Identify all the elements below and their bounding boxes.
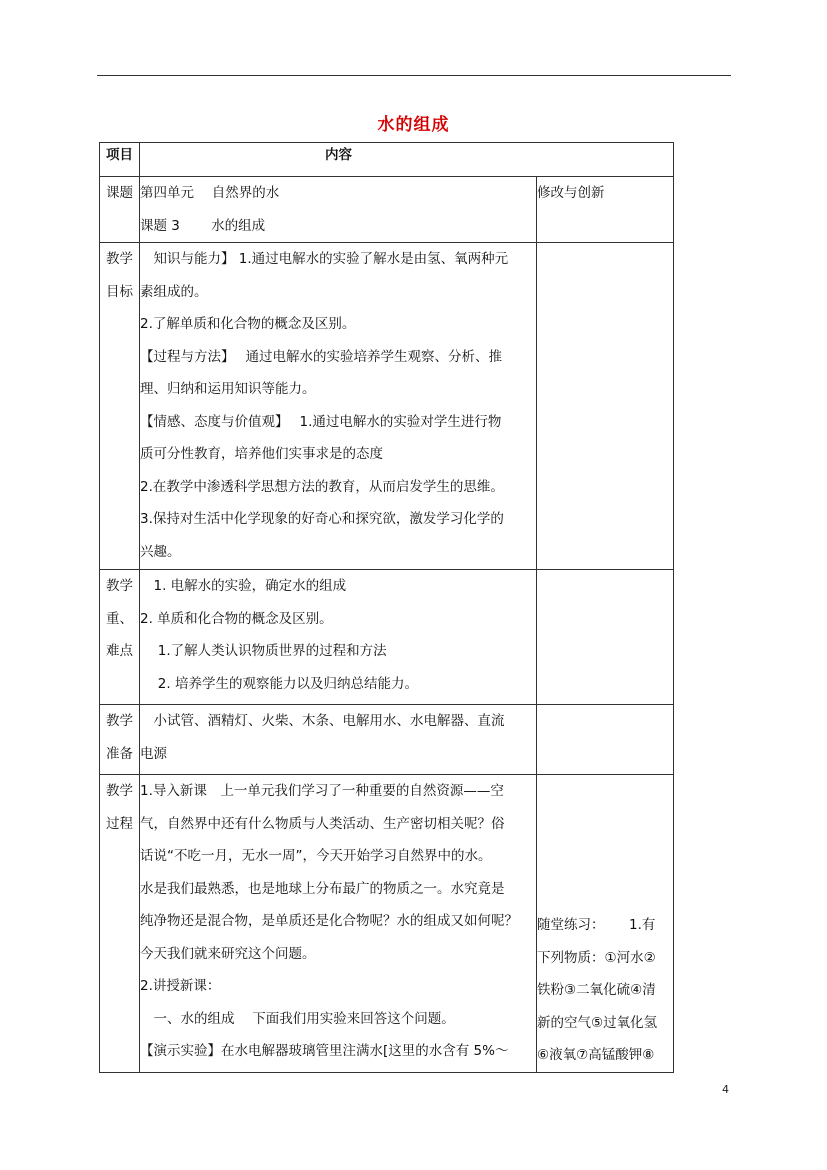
row-side-goals bbox=[537, 243, 674, 570]
table-row-preparation bbox=[100, 705, 674, 775]
row-label-key-points bbox=[100, 570, 140, 705]
side-exercise-line: 新的空气⑤过氧化氢 bbox=[537, 1014, 658, 1031]
header-rule bbox=[97, 75, 731, 76]
content-line: 纯净物还是混合物，是单质还是化合物呢？水的组成又如何呢？ bbox=[140, 913, 518, 929]
content-line: 课题 3 水的组成 bbox=[140, 217, 266, 234]
document-title: 水的组成 bbox=[377, 115, 450, 135]
content-line: 【过程与方法】 通过电解水的实验培养学生观察、分析、推 bbox=[140, 348, 503, 365]
row-label-line: 过程 bbox=[106, 815, 133, 832]
row-side-key-points bbox=[537, 570, 674, 705]
table-row-goals bbox=[100, 243, 674, 570]
content-line: 1. 电解水的实验，确定水的组成 bbox=[140, 578, 347, 594]
row-label-line: 重、 bbox=[106, 610, 133, 627]
side-exercise-line: ⑥液氧⑦高锰酸钾⑧ bbox=[537, 1047, 655, 1063]
content-line: 素组成的。 bbox=[140, 283, 208, 300]
row-content-topic bbox=[140, 177, 537, 243]
table-header-row bbox=[100, 143, 674, 177]
table-row-key-points bbox=[100, 570, 674, 705]
content-line: 今天我们就来研究这个问题。 bbox=[140, 945, 316, 962]
row-content-goals bbox=[140, 243, 537, 570]
row-content-process bbox=[140, 775, 537, 1073]
row-label-preparation bbox=[100, 705, 140, 775]
row-content-preparation bbox=[140, 705, 537, 775]
row-label-line: 准备 bbox=[106, 745, 133, 762]
side-exercise-line: 铁粉③二氧化硫④清 bbox=[537, 982, 656, 998]
content-line: 知识与能力】 1.通过电解水的实验了解水是由氢、氧两种元 bbox=[140, 251, 509, 267]
table-row-topic bbox=[100, 177, 674, 243]
content-line: 【情感、态度与价值观】 1.通过电解水的实验对学生进行物 bbox=[140, 413, 502, 430]
row-side-topic bbox=[537, 177, 674, 243]
side-exercise-line: 下列物质：①河水② bbox=[537, 949, 656, 966]
row-content-key-points bbox=[140, 570, 537, 705]
content-line: 质可分性教育，培养他们实事求是的态度 bbox=[140, 446, 383, 462]
content-line: 气，自然界中还有什么物质与人类活动、生产密切相关呢？俗 bbox=[140, 815, 505, 832]
row-side-process bbox=[537, 775, 674, 1073]
content-line: 2. 单质和化合物的概念及区别。 bbox=[140, 610, 333, 627]
row-label-line: 教学 bbox=[106, 713, 133, 729]
row-side-preparation bbox=[537, 705, 674, 775]
content-line: 1.了解人类认识物质世界的过程和方法 bbox=[140, 643, 387, 659]
row-label-line: 教学 bbox=[106, 578, 133, 594]
content-line: 【演示实验】在水电解器玻璃管里注满水[这里的水含有 5%～ bbox=[140, 1043, 509, 1059]
content-line: 3.保持对生活中化学现象的好奇心和探究欲，激发学习化学的 bbox=[140, 511, 504, 527]
side-note: 修改与创新 bbox=[537, 185, 605, 201]
content-line: 1.导入新课 上一单元我们学习了一种重要的自然资源——空 bbox=[140, 783, 504, 799]
content-line: 第四单元 自然界的水 bbox=[140, 185, 280, 201]
header-content bbox=[140, 143, 674, 177]
content-line: 水是我们最熟悉，也是地球上分布最广的物质之一。水究竟是 bbox=[140, 880, 505, 897]
row-label-line: 教学 bbox=[106, 783, 133, 799]
content-line: 2.讲授新课： bbox=[140, 978, 221, 994]
row-label-line: 难点 bbox=[106, 643, 133, 659]
page-number: 4 bbox=[722, 1083, 729, 1096]
table-row-process bbox=[100, 775, 674, 1073]
content-line: 2. 培养学生的观察能力以及归纳总结能力。 bbox=[140, 675, 418, 692]
row-label-topic bbox=[100, 177, 140, 243]
row-label-line: 教学 bbox=[106, 251, 133, 267]
content-line: 电源 bbox=[140, 745, 167, 762]
content-line: 小试管、酒精灯、火柴、木条、电解用水、水电解器、直流 bbox=[140, 713, 505, 729]
header-content-label: 内容 bbox=[325, 147, 352, 163]
row-label-line: 目标 bbox=[106, 283, 133, 300]
content-line: 2.在教学中渗透科学思想方法的教育，从而启发学生的思维。 bbox=[140, 478, 504, 495]
content-line: 话说“不吃一月，无水一周”，今天开始学习自然界中的水。 bbox=[140, 848, 492, 864]
content-line: 2.了解单质和化合物的概念及区别。 bbox=[140, 316, 356, 332]
lesson-plan-table bbox=[99, 142, 674, 1073]
content-line: 理、归纳和运用知识等能力。 bbox=[140, 381, 316, 397]
row-label-goals bbox=[100, 243, 140, 570]
row-label-line: 课题 bbox=[106, 185, 133, 201]
content-line: 兴趣。 bbox=[140, 543, 181, 560]
header-item: 项目 bbox=[100, 143, 140, 177]
row-label-process bbox=[100, 775, 140, 1073]
content-line: 一、水的组成 下面我们用实验来回答这个问题。 bbox=[140, 1010, 455, 1027]
side-exercise-line: 随堂练习： 1.有 bbox=[537, 917, 656, 933]
